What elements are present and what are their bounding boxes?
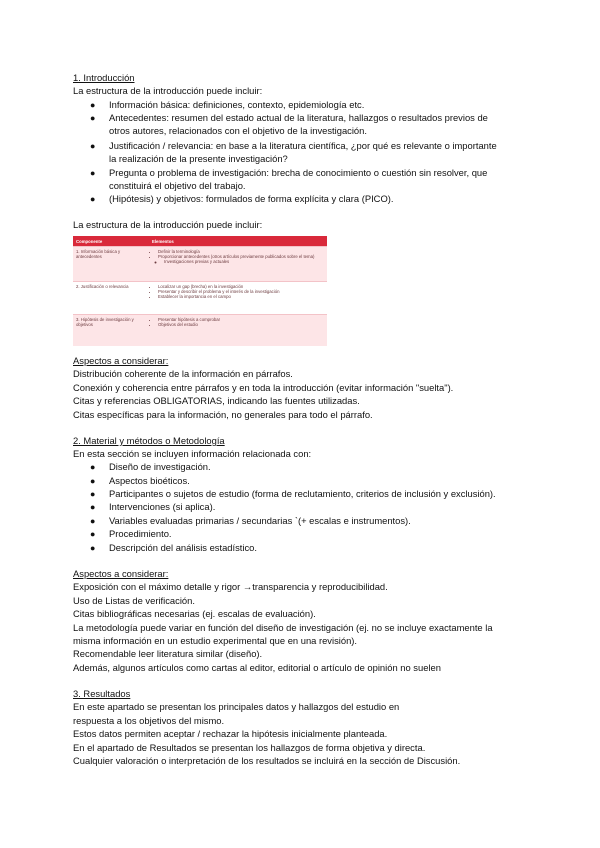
aspect-line: Uso de Listas de verificación.	[73, 595, 195, 606]
aspect-line: Citas bibliográficas necesarias (ej. escalas de evaluación).	[73, 608, 316, 619]
aspect-line: Conexión y coherencia entre párrafos y en toda la introducción (evitar información "suelta").	[73, 382, 454, 393]
aspect-line: Citas y referencias OBLIGATORIAS, indicando las fuentes utilizadas.	[73, 395, 360, 406]
list-item: Antecedentes: resumen del estado actual de la literatura, hallazgos o resultados previos de	[109, 112, 488, 123]
list-item: (Hipótesis) y objetivos: formulados de forma explícita y clara (PICO).	[109, 193, 394, 204]
list-item: Intervenciones (si aplica).	[109, 501, 216, 512]
table-item: • Proporcionar antecedentes (otros artículos previamente publicados sobre el tema)	[158, 254, 324, 259]
list-item: Pregunta o problema de investigación: brecha de conocimiento o cuestión sin resolver, que	[109, 167, 488, 178]
table-row	[73, 315, 327, 347]
list-item: Diseño de investigación.	[109, 461, 211, 472]
aspects-title-1: Aspectos a considerar:	[73, 355, 169, 366]
table-cell-component: 1. Información básica y antecedentes	[73, 247, 149, 282]
bullet-icon: ●	[90, 543, 96, 553]
bullet-icon: ●	[90, 168, 96, 178]
table-item: • Definir la terminología	[158, 249, 324, 254]
bullet-icon: ●	[90, 489, 96, 499]
table-cell-component: 2. Justificación o relevancia	[73, 282, 149, 315]
aspect-line: La metodología puede variar en función del diseño de investigación (ej. no se incluye exactamente la	[73, 622, 493, 633]
section-1-intro: La estructura de la introducción puede incluir:	[73, 85, 263, 96]
table-cell-component: 3. Hipótesis de investigación y objetivos	[73, 315, 149, 347]
table-header-component: Componente	[73, 236, 149, 247]
table-item: • Objetivos del estudio	[158, 322, 324, 327]
results-line: Cualquier valoración o interpretación de los resultados se incluirá en la sección de Discusión.	[73, 755, 461, 766]
section-1-title: 1. Introducción	[73, 72, 135, 83]
results-line: respuesta a los objetivos del mismo.	[73, 715, 225, 726]
results-line: En este apartado se presentan los principales datos y hallazgos del estudio en	[73, 701, 400, 712]
aspect-line: Citas específicas para la información, no generales para todo el párrafo.	[73, 409, 373, 420]
bullet-icon: ●	[90, 113, 96, 123]
list-item: Variables evaluadas primarias / secundarias `(+ escalas e instrumentos).	[109, 515, 411, 526]
list-item: Participantes o sujetos de estudio (forma de reclutamiento, criterios de inclusión y exclusión).	[109, 488, 496, 499]
table-cell-elements	[149, 282, 327, 315]
aspect-line: misma información en un estudio experimental que en una revisión).	[73, 635, 358, 646]
results-line: En el apartado de Resultados se presentan los hallazgos de forma objetiva y directa.	[73, 742, 426, 753]
bullet-icon: ●	[90, 476, 96, 486]
list-item-continued: otros autores, relacionados con el objetivo de la investigación.	[109, 125, 367, 136]
bullet-icon: ●	[90, 100, 96, 110]
table-item: • Localizar un gap (brecha) en la investigación	[158, 284, 324, 289]
section-2-intro: En esta sección se incluyen información relacionada con:	[73, 448, 312, 459]
list-item: Descripción del análisis estadístico.	[109, 542, 257, 553]
section-2-title: 2. Material y métodos o Metodología	[73, 435, 225, 446]
aspect-line: Distribución coherente de la información en párrafos.	[73, 368, 293, 379]
bullet-icon: ●	[90, 462, 96, 472]
bullet-icon: ●	[90, 141, 96, 151]
table-row	[73, 282, 327, 315]
table-cell-elements	[149, 247, 327, 282]
table-subitem: ◦ Investigaciones previas y actuales	[164, 259, 324, 264]
aspects-title-2: Aspectos a considerar:	[73, 568, 169, 579]
list-item-continued: constituirá el objetivo del trabajo.	[109, 180, 246, 191]
aspect-line: Además, algunos artículos como cartas al editor, editorial o artículo de opinión no suelen	[73, 662, 441, 673]
table-item: • Presentar y describir el problema y el interés de la investigación	[158, 289, 324, 294]
list-item: Aspectos bioéticos.	[109, 475, 190, 486]
list-item: Información básica: definiciones, contexto, epidemiología etc.	[109, 99, 365, 110]
aspect-line: Recomendable leer literatura similar (diseño).	[73, 648, 263, 659]
aspect-line: Exposición con el máximo detalle y rigor →transparencia y reproducibilidad.	[73, 581, 388, 592]
table-header-elements: Elementos	[149, 236, 327, 247]
table-item: • Establecer la importancia en el campo	[158, 294, 324, 299]
table-intro: La estructura de la introducción puede incluir:	[73, 219, 263, 230]
bullet-icon: ●	[90, 194, 96, 204]
section-3-title: 3. Resultados	[73, 688, 131, 699]
list-item: Justificación / relevancia: en base a la literatura científica, ¿por qué es relevante o importante	[109, 140, 497, 151]
bullet-icon: ●	[90, 529, 96, 539]
table-cell-elements	[149, 315, 327, 347]
list-item-continued: la realización de la presente investigación?	[109, 153, 288, 164]
results-line: Estos datos permiten aceptar / rechazar la hipótesis inicialmente planteada.	[73, 728, 388, 739]
bullet-icon: ●	[90, 502, 96, 512]
bullet-icon: ●	[90, 516, 96, 526]
table-item: • Presentar hipótesis a comprobar	[158, 317, 324, 322]
table-row	[73, 247, 327, 282]
introduction-structure-table	[73, 236, 327, 346]
list-item: Procedimiento.	[109, 528, 172, 539]
